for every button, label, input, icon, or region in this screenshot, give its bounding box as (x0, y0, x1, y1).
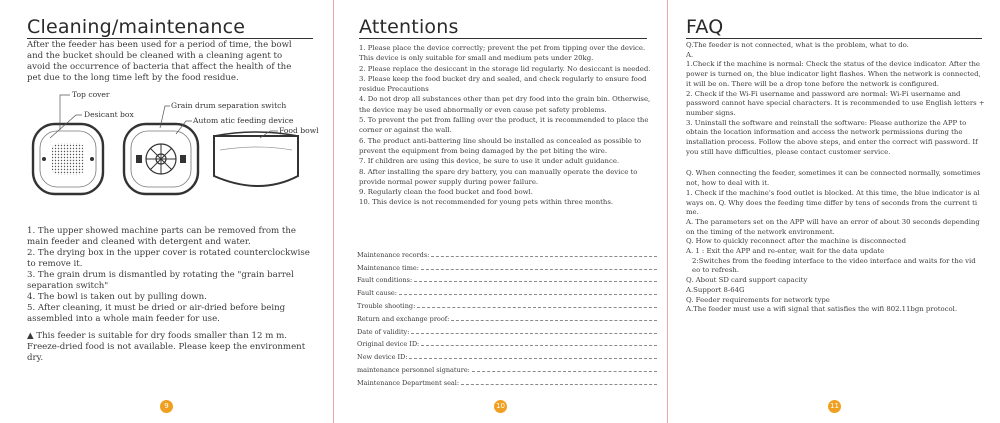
record-row (357, 361, 657, 374)
faq-spacer (686, 157, 986, 169)
feeder-diagram (0, 0, 333, 220)
label-top-cover: Top cover (72, 90, 110, 99)
attention-item: 3. Please keep the food bucket dry and sealed, and check regularly to ensure food residue Precautions (359, 74, 647, 94)
record-line (461, 384, 657, 385)
step-item: 3. The grain drum is dismantled by rotating the "grain barrel separation switch" (27, 270, 294, 291)
page-title: Attentions (359, 16, 459, 38)
record-line (421, 269, 657, 270)
label-desiccant-box: Desicant box (84, 110, 134, 119)
faq-line: 3. Uninstall the software and reinstall the software: Please authorize the APP to obtain the location information and access the network permissions during the installation process. Follow the above steps, and enter the correct wifi password. If you still have difficulties, please contact customer service. (686, 118, 978, 156)
record-label: Date of validity: (357, 327, 410, 336)
food-bowl-illustration (214, 132, 298, 186)
page-title: FAQ (686, 16, 724, 38)
record-label: Maintenance Department seal: (357, 378, 460, 387)
faq-line: Q. Feeder requirements for network type (686, 295, 830, 304)
attention-item: 10. This device is not recommended for young pets within three months. (359, 198, 614, 207)
record-label: Trouble shooting: (357, 301, 416, 310)
faq-list (686, 41, 986, 315)
record-row (357, 374, 657, 387)
faq-line: Q. About SD card support capacity (686, 276, 808, 285)
record-row (357, 284, 657, 297)
record-line (417, 307, 657, 308)
maintenance-record-form (357, 246, 657, 387)
record-label: maintenance personnel signature: (357, 365, 470, 374)
record-label: Return and exchange proof: (357, 314, 450, 323)
page-attentions (333, 0, 667, 423)
top-cover-illustration (33, 124, 103, 194)
record-row (357, 323, 657, 336)
record-line (399, 294, 657, 295)
faq-line: Q. How to quickly reconnect after the machine is disconnected (686, 237, 907, 246)
faq-line: 1.Check if the machine is normal: Check the status of the device indicator. After the power is turned on, the blue indicator light flashes. When the network is connected, it will be on. There will be a drop tone before the network is configured. (686, 60, 981, 88)
page-number: 10 (494, 400, 507, 413)
faq-line: Q. When connecting the feeder, sometimes it can be connected normally, sometimes not, how to deal with it. (686, 169, 981, 188)
title-divider (686, 38, 982, 39)
step-item: 4. The bowl is taken out by pulling down. (27, 292, 207, 302)
step-item: 1. The upper showed machine parts can be removed from the main feeder and cleaned with detergent and water. (27, 226, 296, 247)
record-line (411, 333, 657, 334)
faq-line: Q.The feeder is not connected, what is the problem, what to do. (686, 41, 909, 49)
record-row (357, 348, 657, 361)
attention-item: 4. Do not drop all substances other than pet dry food into the grain bin. Otherwise, the device may be used abnormally or even cause pet safety problems. (359, 95, 651, 114)
record-line (472, 371, 657, 372)
record-row (357, 246, 657, 259)
record-line (421, 345, 657, 346)
attention-item: 7. If children are using this device, be sure to use it under adult guidance. (359, 157, 620, 166)
faq-line: 1. Check if the machine's food outlet is blocked. At this time, the blue indicator is al ways on. Q. Why does the feeding time differ by tens of seconds from the current ti me. (686, 188, 980, 217)
record-line (431, 256, 657, 257)
attention-item: 9. Regularly clean the food bucket and food bowl. (359, 188, 533, 197)
attention-item: 1. Please place the device correctly; prevent the pet from tipping over the device. This device is only suitable for small and medium pets under 20kg. (359, 44, 646, 63)
record-row (357, 336, 657, 349)
label-grain-switch: Grain drum separation switch (171, 101, 287, 110)
record-row (357, 272, 657, 285)
record-label: Fault cause: (357, 289, 397, 298)
record-row (357, 259, 657, 272)
page-faq (667, 0, 1000, 423)
record-label: Original device ID: (357, 340, 420, 349)
record-label: New device ID: (357, 353, 408, 362)
faq-line: A.Support 8-64G (686, 285, 745, 294)
faq-line: A.The feeder must use a wifi signal that satisfies the wifi 802.11bgn protocol. (686, 305, 958, 314)
label-auto-feeding: Autom atic feeding device (193, 116, 294, 125)
record-row (357, 310, 657, 323)
intro-paragraph: After the feeder has been used for a period of time, the bowl and the bucket should be cleaned with a cleaning agent to avoid the occurrence of bacteria that affect the health of the pet due to the long time left by the food residue. (27, 40, 292, 83)
record-line (409, 358, 657, 359)
step-item: 2. The drying box in the upper cover is rotated counterclockwise to remove it. (27, 248, 310, 269)
page-number: 9 (160, 400, 173, 413)
faq-line: A. (686, 50, 694, 59)
attention-item: 2. Please replace the desiccant in the storage lid regularly. No desiccant is needed. (359, 64, 651, 73)
label-food-bowl: Food bowl (279, 126, 319, 135)
attention-item: 6. The product anti-battering line should be installed as concealed as possible to prevent the equipment from being damaged by the pet biting the wire. (359, 136, 642, 155)
attention-item: 5. To prevent the pet from falling over the product, it is recommended to place the corner or against the wall. (359, 116, 649, 135)
record-line (451, 320, 657, 321)
grain-drum-illustration (124, 124, 198, 194)
faq-line: A. 1 : Exit the APP and re-enter, wait for the data update (686, 247, 885, 256)
page-cleaning (0, 0, 333, 423)
faq-line: A. The parameters set on the APP will have an error of about 30 seconds depending on the timing of the network environment. (686, 217, 980, 236)
record-label: Maintenance records: (357, 250, 430, 259)
step-item: 5. After cleaning, it must be dried or air-dried before being assembled into a whole main feeder for use. (27, 303, 286, 324)
attention-item: 8. After installing the spare dry battery, you can manually operate the device to provide normal power supply during power failure. (359, 167, 638, 186)
page-title: Cleaning/maintenance (27, 16, 246, 38)
title-divider (359, 38, 647, 39)
faq-line: 2:Switches from the feeding interface to the video interface and waits for the vid eo to refresh. (692, 256, 976, 275)
faq-line: 2. Check if the Wi-Fi username and password are normal: Wi-Fi username and password cannot have special characters. It is recommended to use English letters + number signs. (686, 89, 985, 117)
page-number: 11 (828, 400, 841, 413)
cleaning-steps (27, 226, 313, 325)
warning-note: ▲ This feeder is suitable for dry foods smaller than 12 m m. Freeze-dried food is not available. Please keep the environment dry. (27, 331, 306, 363)
record-line (414, 281, 657, 282)
record-label: Fault conditions: (357, 276, 413, 285)
attention-list (359, 43, 657, 208)
record-label: Maintenance time: (357, 263, 419, 272)
record-row (357, 297, 657, 310)
